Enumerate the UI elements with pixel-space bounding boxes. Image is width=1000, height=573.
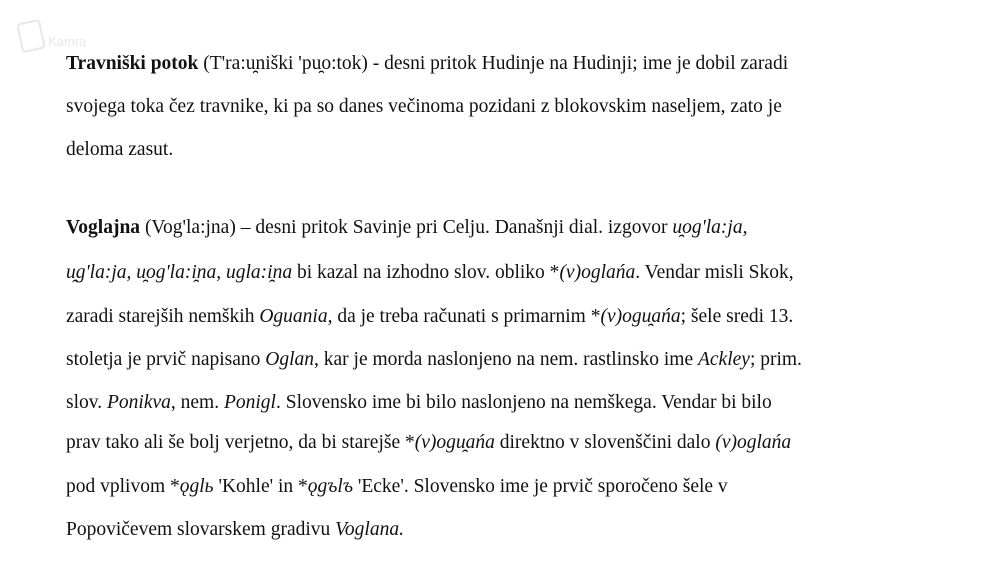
entry1-term: Travniški potok [66, 53, 199, 74]
entry2-line2: u̯g'la:ja, u̯og'la:i̯na, ugla:i̯na bi kazal na izhodno slov. obliko *(v)oglańa. Vendar misli Skok, [66, 262, 794, 283]
entry2-line7: pod vplivom *ǫglь 'Kohle' in *ǫgъlъ 'Ecke'. Slovensko ime je prvič sporočeno šele v [66, 476, 728, 497]
entry1-line3: deloma zasut. [66, 139, 174, 160]
entry2-line8: Popovičevem slovarskem gradivu Voglana. [66, 519, 404, 540]
entry1-line1: Travniški potok (T'ra:u̯niški 'pu̯o:tok) - desni pritok Hudinje na Hudinji; ime je dobil zaradi [66, 53, 789, 74]
entry2-line6: prav tako ali še bolj verjetno, da bi starejše *(v)ogu̯ańa direktno v slovenščini dalo (v)oglańa [66, 432, 792, 453]
entry2-line4: stoletja je prvič napisano Oglan, kar je morda naslonjeno na nem. rastlinsko ime Ackley; prim. [66, 349, 802, 370]
watermark-logo [14, 12, 114, 54]
entry1-line2: svojega toka čez travnike, ki pa so danes večinoma pozidani z blokovskim naseljem, zato je [66, 96, 782, 117]
entry2-line5: slov. Ponikva, nem. Ponigl. Slovensko ime bi bilo naslonjeno na nemškega. Vendar bi bilo [66, 392, 772, 413]
entry2-term: Voglajna [66, 217, 141, 238]
entry2-line1: Voglajna (Vog'la:jna) – desni pritok Savinje pri Celju. Današnji dial. izgovor u̯og'la:ja, [66, 217, 748, 238]
watermark-text: Kamra [48, 34, 87, 49]
entry2-line3: zaradi starejših nemških Oguania, da je treba računati s primarnim *(v)ogu̯ańa; šele sredi 13. [66, 306, 794, 327]
